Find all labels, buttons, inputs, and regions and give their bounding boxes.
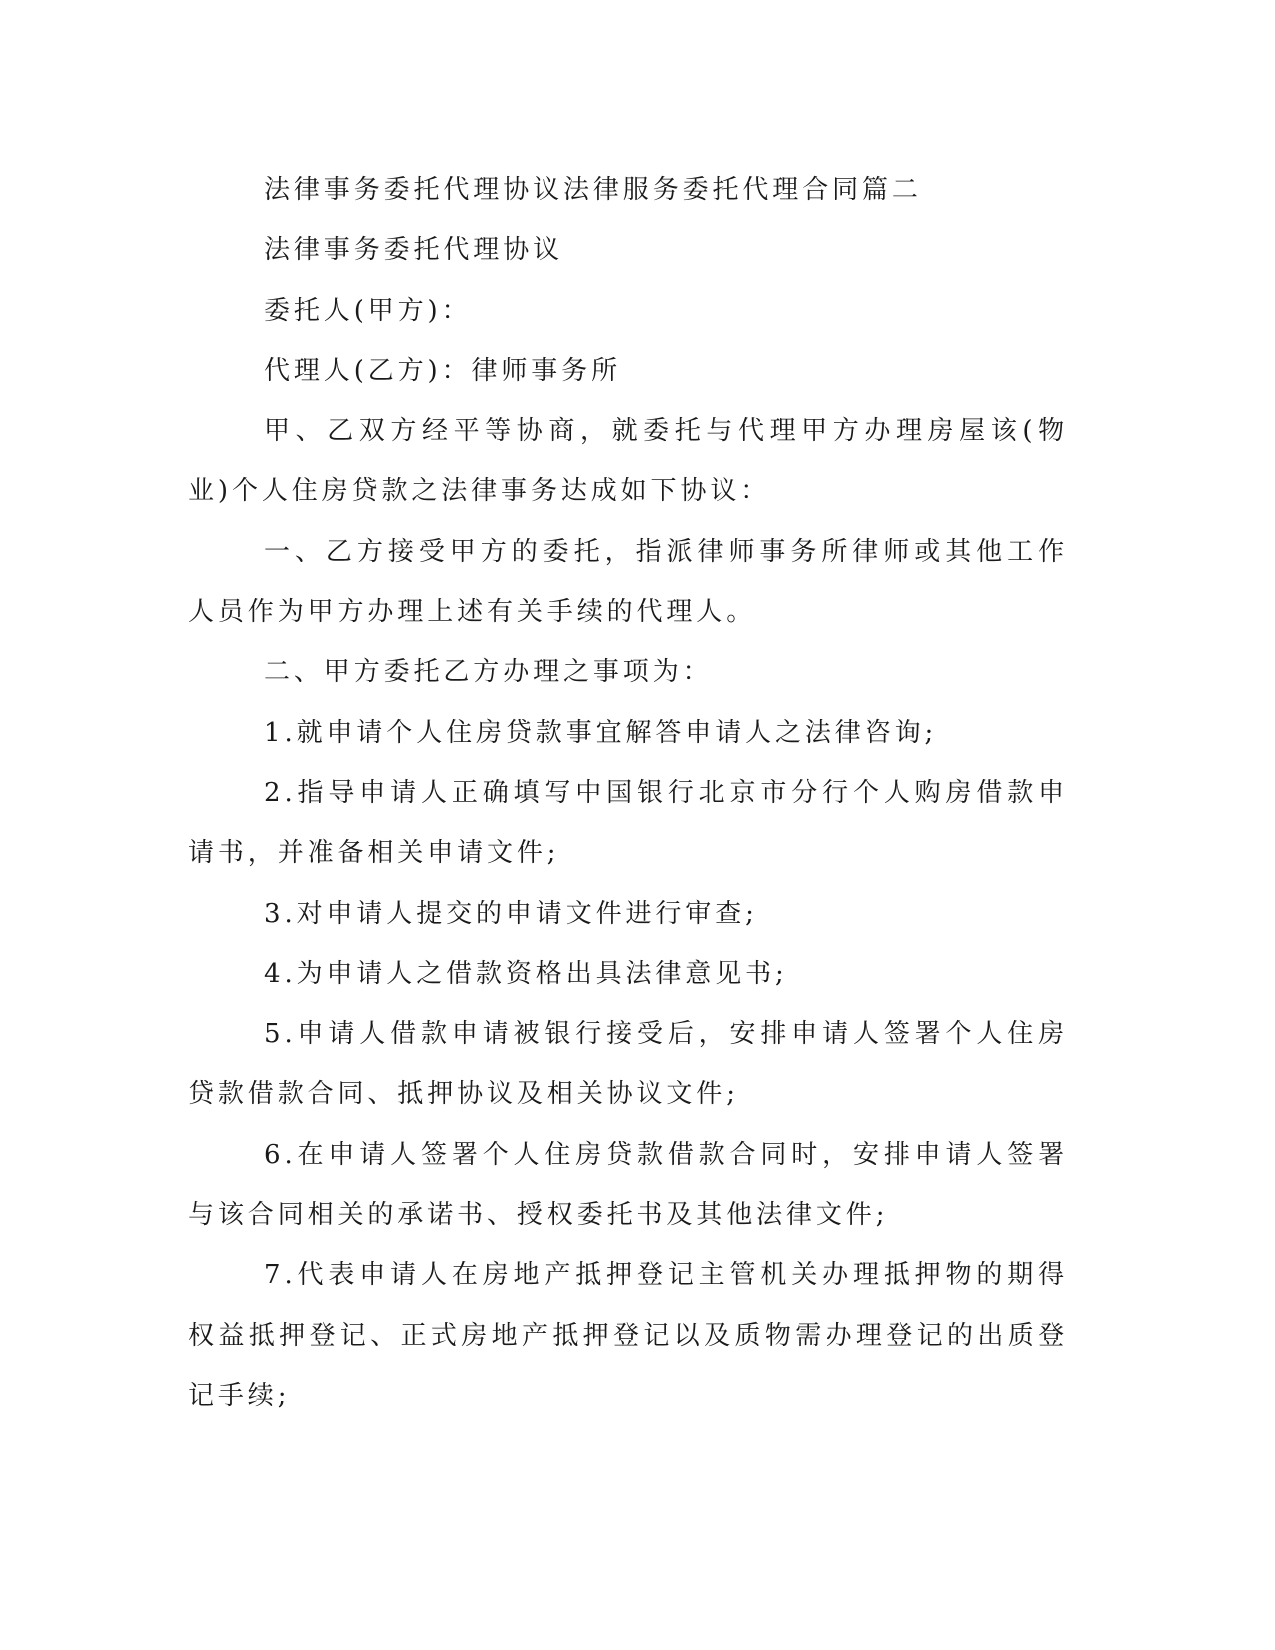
item-1-paragraph: 1.就申请个人住房贷款事宜解答申请人之法律咨询; (264, 717, 938, 748)
item-2-paragraph: 2.指导申请人正确填写中国银行北京市分行个人购房借款申请书，并准备相关申请文件; (188, 777, 1068, 869)
item-3-paragraph: 3.对申请人提交的申请文件进行审查; (264, 898, 758, 929)
item-6-paragraph: 6.在申请人签署个人住房贷款借款合同时，安排申请人签署与该合同相关的承诺书、授权委托书及其他法律文件; (188, 1139, 1068, 1231)
item-7-paragraph: 7.代表申请人在房地产抵押登记主管机关办理抵押物的期得权益抵押登记、正式房地产抵押登记以及质物需办理登记的出质登记手续; (188, 1260, 1068, 1411)
document-body (188, 160, 1068, 1426)
clause-one-paragraph: 一、乙方接受甲方的委托，指派律师事务所律师或其他工作人员作为甲方办理上述有关手续的代理人。 (188, 536, 1068, 628)
agreement-intro-paragraph: 甲、乙双方经平等协商，就委托与代理甲方办理房屋该(物业)个人住房贷款之法律事务达成如下协议： (188, 416, 1068, 507)
item-5-paragraph: 5.申请人借款申请被银行接受后，安排申请人签署个人住房贷款借款合同、抵押协议及相关协议文件; (188, 1019, 1068, 1110)
clause-two-heading: 二、甲方委托乙方办理之事项为： (264, 657, 713, 688)
document-heading: 法律事务委托代理协议法律服务委托代理合同篇二 (264, 175, 922, 205)
party-a-line: 委托人(甲方)： (264, 295, 472, 326)
item-4-paragraph: 4.为申请人之借款资格出具法律意见书; (264, 958, 788, 989)
document-subheading: 法律事务委托代理协议 (264, 235, 564, 266)
party-b-line: 代理人(乙方)：律师事务所 (264, 355, 621, 386)
